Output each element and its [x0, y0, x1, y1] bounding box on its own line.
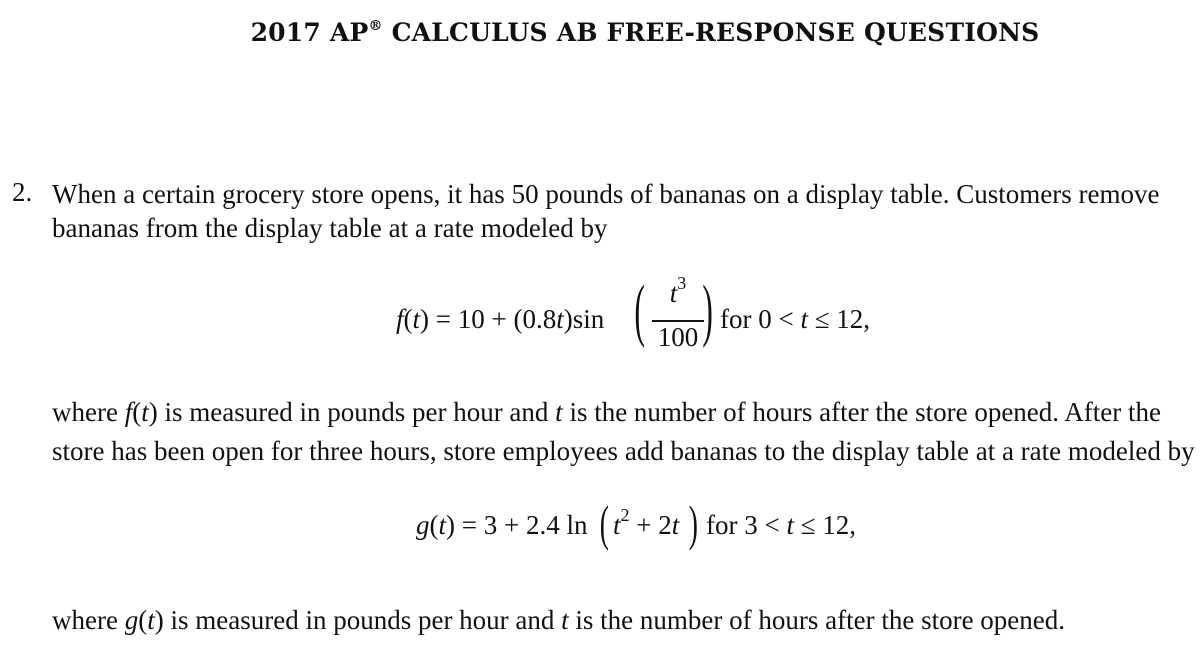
end-fn: g [124, 605, 139, 635]
f-denominator: 100 [657, 322, 699, 352]
g-domain [706, 510, 856, 541]
end-text-c: is the number of hours after the store opened. [575, 605, 1066, 635]
page-header [0, 18, 1200, 47]
f-domain-var: t [800, 304, 808, 334]
end-var: t [147, 605, 155, 635]
g-in-var2: t [671, 510, 680, 540]
g-inner [613, 505, 680, 541]
g-in-var: t [613, 510, 621, 540]
f-num-exp: 3 [677, 273, 687, 293]
g-fn: g [416, 510, 430, 540]
g-domain-suffix: ≤ 12, [800, 510, 857, 540]
f-fn: f [396, 304, 404, 334]
f-equation-lhs [396, 304, 604, 335]
intro-line-1: When a certain grocery store opens, it has 50 pounds of bananas on a display table. Customers remove [52, 179, 1160, 209]
mid-where: where [52, 397, 118, 427]
mid-fn: f [124, 397, 133, 427]
g-left-paren: ( [599, 495, 609, 551]
f-var: t [412, 304, 421, 334]
g-open: ( [429, 510, 439, 540]
g-domain-prefix: for 3 < [706, 510, 780, 540]
f-open: ( [403, 304, 413, 334]
registered-mark: ® [368, 18, 383, 34]
g-right-paren: ) [688, 495, 698, 551]
f-var2: t [556, 304, 564, 334]
f-right-paren: ) [702, 272, 713, 349]
end-where: where [52, 605, 118, 635]
end-close: ) [154, 605, 164, 635]
f-domain [720, 304, 870, 335]
f-rhs-part: ) = 10 + (0.8 [420, 304, 557, 334]
f-sin: )sin [563, 304, 605, 334]
f-domain-suffix: ≤ 12, [814, 304, 871, 334]
end-line [52, 603, 1065, 637]
mid-close: ) [148, 397, 158, 427]
intro-line-2: bananas from the display table at a rate modeled by [52, 213, 608, 243]
question-number: 2. [12, 177, 33, 207]
header-title-suffix: CALCULUS AB FREE-RESPONSE QUESTIONS [382, 18, 1040, 47]
end-text-b: is measured in pounds per hour and [170, 605, 555, 635]
g-domain-var: t [786, 510, 794, 540]
g-rhs-part: ) = 3 + 2.4 ln [446, 510, 588, 540]
g-in-exp: 2 [620, 505, 630, 525]
f-domain-prefix: for 0 < [720, 304, 794, 334]
f-num-var: t [669, 278, 678, 308]
mid-var: t [141, 397, 149, 427]
g-in-plus: + 2 [629, 510, 672, 540]
mid-text-b: is measured in pounds per hour and [164, 397, 549, 427]
mid-line-1 [52, 395, 1161, 429]
f-numerator [652, 273, 704, 309]
header-title-prefix: 2017 AP [250, 18, 369, 47]
g-var: t [438, 510, 447, 540]
g-equation-lhs [416, 510, 587, 541]
mid-text-c: is the number of hours after the store opened. After the [569, 397, 1161, 427]
end-open: ( [138, 605, 148, 635]
mid-var2: t [555, 397, 563, 427]
mid-open: ( [132, 397, 142, 427]
end-var2: t [561, 605, 569, 635]
f-left-paren: ( [634, 272, 645, 349]
mid-line-2: store has been open for three hours, store employees add bananas to the display table at a rate modeled by [52, 436, 1195, 466]
